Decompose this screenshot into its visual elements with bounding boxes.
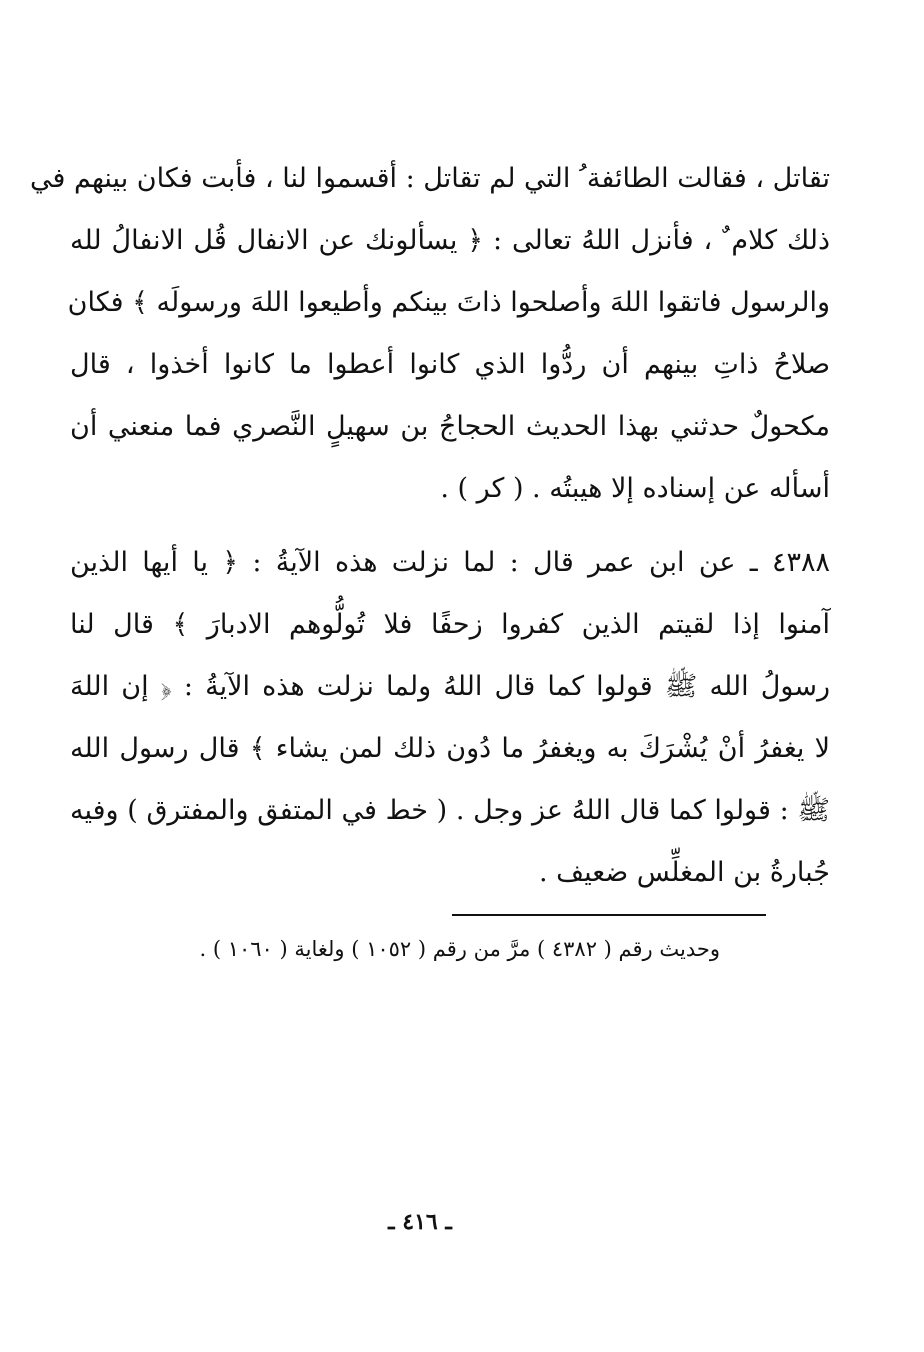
text-line: تقاتل ، فقالت الطائفة ُ التي لم تقاتل : أقسموا لنا ، فأبت فكان بينهم في (30, 163, 830, 194)
text-line: أسأله عن إسناده إلا هيبتُه . ( كر ) . (440, 473, 830, 504)
paragraph-2 (70, 532, 830, 904)
footnote-divider (452, 914, 766, 916)
text-line: مكحولٌ حدثني بهذا الحديث الحجاجُ بن سهيلٍ النَّصري فما منعني أن (70, 411, 830, 442)
text-line: صلاحُ ذاتِ بينهم أن ردُّوا الذي كانوا أعطوا ما كانوا أخذوا ، قال (70, 349, 830, 380)
footnote: وحديث رقم ( ٤٣٨٢ ) مرَّ من رقم ( ١٠٥٢ ) ولغاية ( ١٠٦٠ ) . (199, 937, 720, 961)
text-line: جُبارةُ بن المغلِّس ضعيف . (538, 857, 830, 888)
paragraph-1 (30, 148, 830, 520)
text-line: رسولُ الله ﷺ قولوا كما قال اللهُ ولما نزلت هذه الآيةُ : ﴿ إن اللهَ (70, 671, 830, 702)
text-line: آمنوا إذا لقيتم الذين كفروا زحفًا فلا تُولُّوهم الادبارَ ﴾ قال لنا (70, 609, 830, 640)
text-line: لا يغفرُ أنْ يُشْرَكَ به ويغفرُ ما دُون ذلك لمن يشاء ﴾ قال رسول الله (70, 733, 830, 764)
text-line: ٤٣٨٨ ـ عن ابن عمر قال : لما نزلت هذه الآيةُ : ﴿ يا أيها الذين (70, 547, 830, 578)
page-number: ـ ٤١٦ ـ (388, 1209, 452, 1235)
text-line: ﷺ : قولوا كما قال اللهُ عز وجل . ( خط في المتفق والمفترق ) وفيه (70, 795, 830, 826)
text-line: ذلك كلام ٌ ، فأنزل اللهُ تعالى : ﴿ يسألونك عن الانفال قُل الانفالُ لله (70, 225, 830, 256)
text-line: والرسول فاتقوا اللهَ وأصلحوا ذاتَ بينكم وأطيعوا اللهَ ورسولَه ﴾ فكان (67, 287, 830, 318)
